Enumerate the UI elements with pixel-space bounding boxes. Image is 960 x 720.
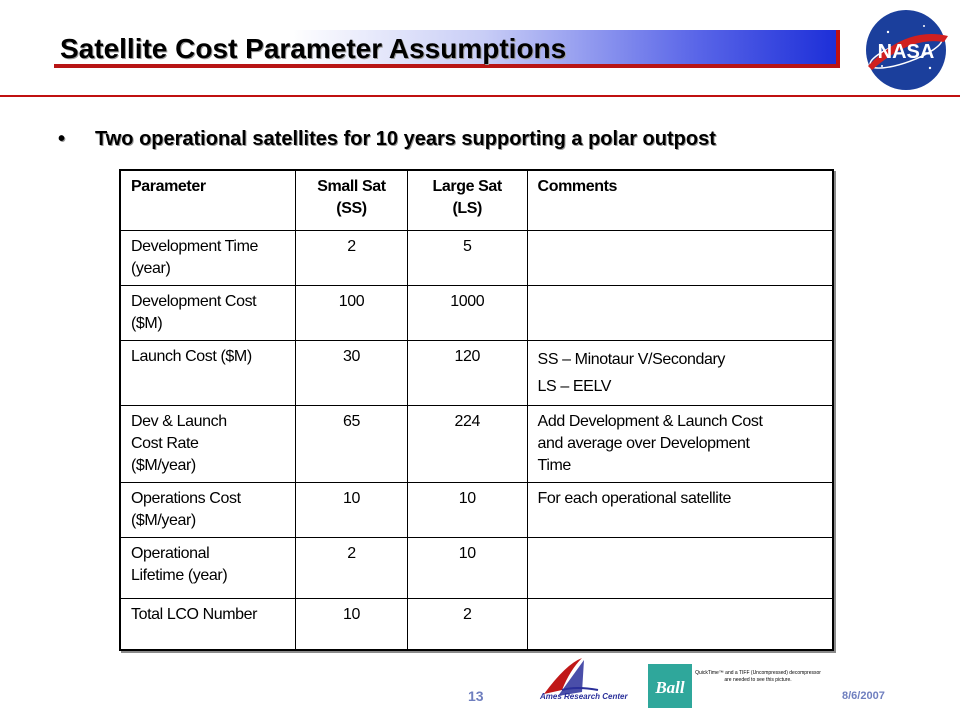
row-comment: Add Development & Launch Cost and average over Development Time: [527, 405, 833, 482]
row-large-sat-value: 10: [407, 482, 527, 537]
row-small-sat-value: 30: [296, 340, 408, 405]
row-large-sat-value: 120: [407, 340, 527, 405]
table-row: [120, 285, 833, 340]
ames-research-center-label: Ames Research Center: [540, 692, 628, 701]
header-divider: [0, 95, 960, 97]
row-large-sat-value: 224: [407, 405, 527, 482]
row-parameter: Development Cost ($M): [120, 285, 296, 340]
table-row: [120, 405, 833, 482]
row-parameter: Operational Lifetime (year): [120, 537, 296, 598]
cost-parameter-table: [119, 169, 834, 651]
row-comment: [527, 537, 833, 598]
row-parameter: Development Time (year): [120, 230, 296, 285]
header-parameter: Parameter: [120, 170, 296, 230]
table-row: [120, 230, 833, 285]
quicktime-placeholder-note: QuickTime™ and a TIFF (Uncompressed) decompressor are needed to see this picture.: [695, 670, 821, 683]
row-comment: [527, 598, 833, 650]
row-comment: SS – Minotaur V/Secondary LS – EELV: [527, 340, 833, 405]
row-large-sat-value: 10: [407, 537, 527, 598]
row-small-sat-value: 65: [296, 405, 408, 482]
bullet-item: [58, 128, 716, 151]
row-parameter: Total LCO Number: [120, 598, 296, 650]
slide-date: 8/6/2007: [842, 690, 885, 702]
table-row: [120, 340, 833, 405]
header-small-sat: Small Sat (SS): [296, 170, 408, 230]
row-large-sat-value: 5: [407, 230, 527, 285]
header-large-sat: Large Sat (LS): [407, 170, 527, 230]
bullet-text: Two operational satellites for 10 years supporting a polar outpost: [95, 128, 716, 150]
row-parameter: Launch Cost ($M): [120, 340, 296, 405]
table-row: [120, 598, 833, 650]
row-parameter: Dev & Launch Cost Rate ($M/year): [120, 405, 296, 482]
row-comment: For each operational satellite: [527, 482, 833, 537]
ball-logo-text: Ball: [655, 678, 685, 697]
page-number: 13: [468, 688, 484, 704]
row-small-sat-value: 10: [296, 482, 408, 537]
table-row: [120, 482, 833, 537]
row-large-sat-value: 2: [407, 598, 527, 650]
nasa-logo: [858, 6, 954, 94]
ball-logo-mark: [648, 664, 692, 708]
row-comment: [527, 285, 833, 340]
slide-title: Satellite Cost Parameter Assumptions: [60, 33, 567, 64]
table-header-row: [120, 170, 833, 230]
row-comment: [527, 230, 833, 285]
bullet-marker: •: [58, 128, 66, 150]
row-small-sat-value: 2: [296, 230, 408, 285]
row-small-sat-value: 100: [296, 285, 408, 340]
ball-logo: [648, 664, 692, 708]
row-small-sat-value: 2: [296, 537, 408, 598]
row-large-sat-value: 1000: [407, 285, 527, 340]
row-parameter: Operations Cost ($M/year): [120, 482, 296, 537]
table-row: [120, 537, 833, 598]
header-comments: Comments: [527, 170, 833, 230]
row-small-sat-value: 10: [296, 598, 408, 650]
nasa-logo-text: NASA: [877, 41, 935, 63]
